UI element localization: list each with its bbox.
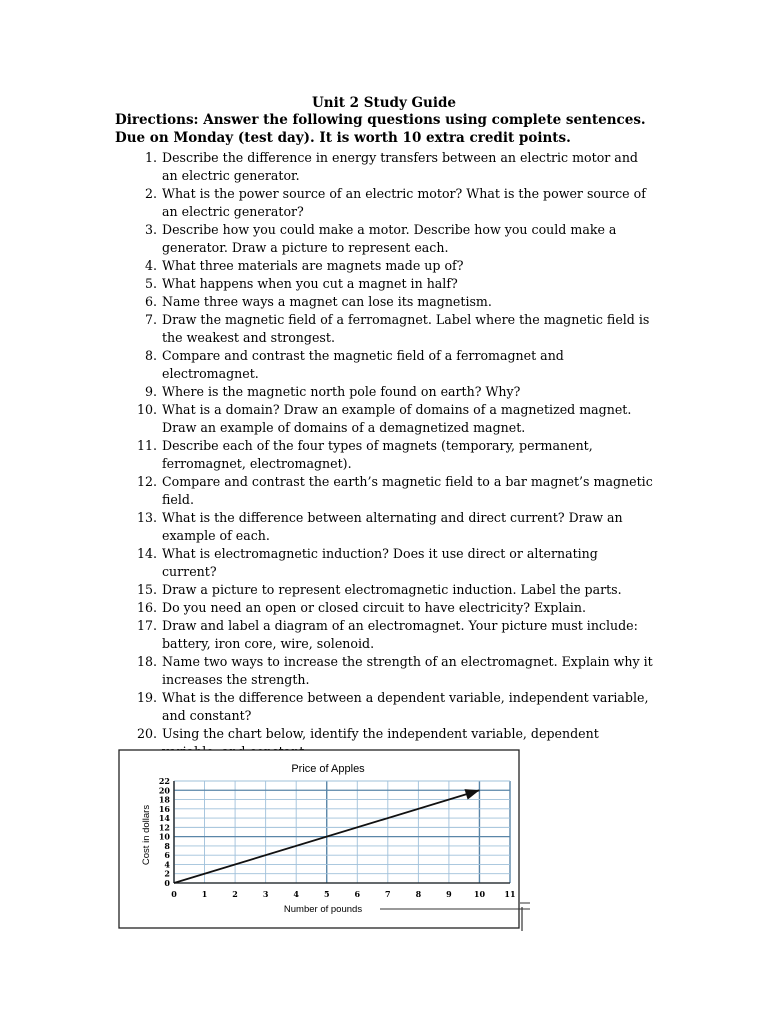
y-tick-label: 0 <box>164 878 170 888</box>
price-of-apples-chart <box>118 749 530 931</box>
x-tick-label: 2 <box>232 889 238 899</box>
y-tick-label: 16 <box>158 803 170 814</box>
page-title: Unit 2 Study Guide <box>311 95 457 111</box>
question-number: 19. <box>136 690 157 705</box>
y-tick-label: 22 <box>158 776 170 786</box>
y-tick-label: 14 <box>158 813 170 824</box>
question-item <box>115 293 655 311</box>
question-text: What happens when you cut a magnet in half? <box>162 276 458 291</box>
question-item <box>115 401 655 437</box>
x-tick-label: 4 <box>293 889 299 899</box>
question-number: 12. <box>136 474 157 489</box>
directions-text: Directions: Answer the following questions using complete sentences. Due on Monday (test day). It is worth 10 extra credit points. <box>115 112 646 146</box>
question-item <box>115 473 655 509</box>
question-number: 15. <box>136 582 157 597</box>
question-item <box>115 221 655 257</box>
question-number: 9. <box>144 384 157 399</box>
question-item <box>115 383 655 401</box>
question-number: 5. <box>144 276 157 291</box>
x-tick-label: 5 <box>323 889 330 899</box>
question-item <box>115 149 655 185</box>
question-text: What is a domain? Draw an example of domains of a magnetized magnet. Draw an example of domains of a demagnetized magnet. <box>162 402 632 435</box>
question-text: What three materials are magnets made up of? <box>162 258 464 273</box>
y-tick-label: 6 <box>164 850 170 861</box>
y-axis-label: Cost in dollars <box>141 804 152 866</box>
x-tick-label: 7 <box>385 889 391 899</box>
question-text: Describe how you could make a motor. Describe how you could make a generator. Draw a picture to represent each. <box>162 222 617 255</box>
question-text: Draw a picture to represent electromagnetic induction. Label the parts. <box>162 582 622 597</box>
question-number: 6. <box>144 294 157 309</box>
question-text: Describe each of the four types of magnets (temporary, permanent, ferromagnet, electromagnet). <box>162 438 593 471</box>
question-text: Using the chart below, identify the independent variable, dependent <box>162 726 599 741</box>
y-tick-label: 12 <box>158 822 170 833</box>
question-text: Name two ways to increase the strength of an electromagnet. Explain why it increases the strength. <box>162 654 653 687</box>
y-tick-label: 2 <box>164 868 170 879</box>
question-number: 3. <box>144 222 157 237</box>
question-item <box>115 509 655 545</box>
question-text: What is the difference between a dependent variable, independent variable, and constant? <box>162 690 649 723</box>
x-tick-label: 10 <box>473 889 486 899</box>
y-tick-label: 18 <box>158 794 170 805</box>
question-number: 14. <box>136 546 157 561</box>
question-number: 13. <box>136 510 157 525</box>
question-number: 4. <box>144 258 157 273</box>
question-item <box>115 185 655 221</box>
question-number: 16. <box>136 600 157 615</box>
question-text: Describe the difference in energy transfers between an electric motor and an electric generator. <box>162 150 638 183</box>
question-item <box>115 545 655 581</box>
question-text: What is the power source of an electric motor? What is the power source of an electric generator? <box>162 186 646 219</box>
question-number: 10. <box>136 402 157 417</box>
question-item <box>115 617 655 653</box>
x-tick-label: 11 <box>504 889 516 899</box>
question-text: Name three ways a magnet can lose its magnetism. <box>162 294 492 309</box>
question-number: 2. <box>144 186 157 201</box>
x-axis-label: Number of pounds <box>283 904 363 915</box>
question-list <box>115 149 655 761</box>
question-item <box>115 599 655 617</box>
x-tick-label: 6 <box>354 889 361 899</box>
question-number: 11. <box>136 438 157 453</box>
question-text: What is the difference between alternating and direct current? Draw an example of each. <box>162 510 623 543</box>
chart-svg <box>118 749 530 931</box>
question-text: Draw the magnetic field of a ferromagnet. Label where the magnetic field is the weakest and strongest. <box>162 312 650 345</box>
question-item <box>115 275 655 293</box>
question-item <box>115 581 655 599</box>
y-tick-label: 4 <box>164 859 170 870</box>
question-item <box>115 347 655 383</box>
x-tick-label: 9 <box>446 889 452 899</box>
question-number: 17. <box>136 618 157 633</box>
x-tick-label: 8 <box>415 889 422 899</box>
y-tick-label: 20 <box>158 785 170 796</box>
question-item <box>115 689 655 725</box>
question-text: Do you need an open or closed circuit to have electricity? Explain. <box>162 600 586 615</box>
y-tick-label: 10 <box>158 831 170 842</box>
x-tick-label: 1 <box>201 889 208 899</box>
question-item <box>115 257 655 275</box>
question-number: 18. <box>136 654 157 669</box>
question-item <box>115 437 655 473</box>
question-number: 8. <box>144 348 157 363</box>
question-item <box>115 653 655 689</box>
x-tick-label: 0 <box>171 889 177 899</box>
x-tick-label: 3 <box>262 889 269 899</box>
question-number: 20. <box>136 726 157 741</box>
question-text: Draw and label a diagram of an electromagnet. Your picture must include: battery, iron core, wire, solenoid. <box>162 618 638 651</box>
y-tick-label: 8 <box>164 840 170 851</box>
question-text: Compare and contrast the magnetic field of a ferromagnet and electromagnet. <box>162 348 564 381</box>
question-text: What is electromagnetic induction? Does it use direct or alternating current? <box>162 546 598 579</box>
question-number: 1. <box>144 150 157 165</box>
question-number: 7. <box>144 312 157 327</box>
chart-title: Price of Apples <box>291 763 365 775</box>
question-text: Compare and contrast the earth’s magnetic field to a bar magnet’s magnetic field. <box>162 474 653 507</box>
question-item <box>115 311 655 347</box>
question-text: Where is the magnetic north pole found on earth? Why? <box>162 384 521 399</box>
